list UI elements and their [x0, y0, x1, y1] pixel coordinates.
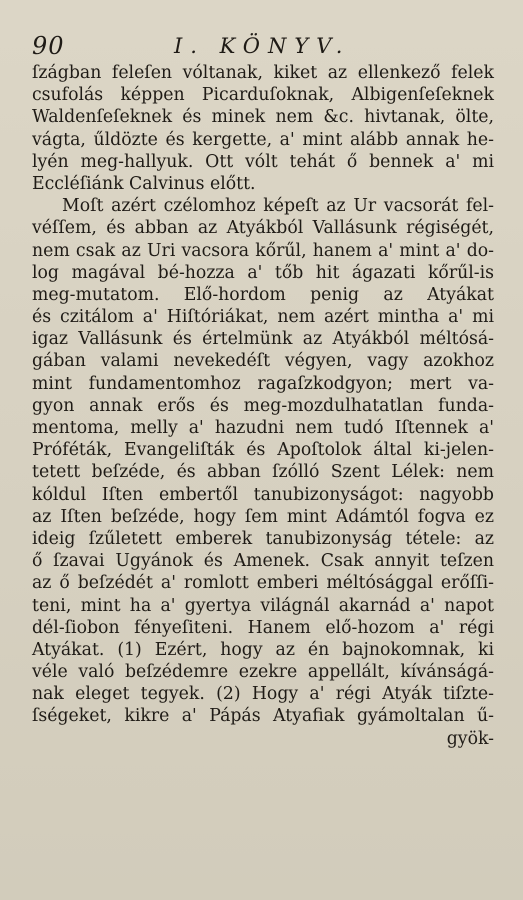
text-line: tetett beſzéde, és abban ſzólló Szent Lélek: nem	[32, 462, 494, 483]
text-line: Atyákat. (1) Ezért, hogy az én bajnokomnak, ki	[32, 639, 494, 660]
text-line: igaz Vallásunk és értelmünk az Atyákból méltósá-	[32, 329, 494, 350]
text-line: véle való beſzédemre ezekre appellált, kívánságá-	[32, 662, 494, 683]
text-line: az ő beſzédét a' romlott emberi méltósággal erőſſi-	[32, 573, 494, 594]
text-line: vágta, űldözte és kergette, a' mint alább annak he-	[32, 129, 494, 150]
text-line: ſzágban feleſen vóltanak, kiket az ellenkező felek	[32, 63, 494, 83]
text-line: nak eleget tegyek. (2) Hogy a' régi Atyák tiſzte-	[32, 684, 494, 705]
text-line: az Iſten beſzéde, hogy ſem mint Adámtól fogva ez	[32, 506, 494, 527]
page-header	[32, 30, 502, 60]
text-line: dél-ſiobon fényeſiteni. Hanem elő-hozom a' régi	[32, 617, 494, 638]
text-line: ſségeket, kikre a' Pápás Atyafiak gyámoltalan ű-	[32, 706, 494, 727]
text-line: véſſem, és abban az Atyákból Vallásunk régiségét,	[32, 218, 494, 239]
text-line: nem csak az Uri vacsora kőrűl, hanem a' mint a' do-	[32, 240, 494, 261]
catchword: gyök-	[446, 728, 494, 749]
text-line: Eccléſiánk Calvinus előtt.	[32, 173, 256, 194]
text-line: lyén meg-hallyuk. Ott vólt tehát ő bennek a' mi	[32, 151, 494, 172]
text-line: gában valami nevekedéſt végyen, vagy azokhoz	[32, 351, 494, 372]
text-line: Próféták, Evangeliſták és Apoſtolok által ki-jelen-	[32, 440, 494, 461]
text-line: ideig ſzűletett emberek tanubizonyság tétele: az	[32, 528, 494, 549]
text-line: mint fundamentomhoz ragaſzkodgyon; mert va-	[32, 373, 494, 394]
text-line: log magával bé-hozza a' tőb hit ágazati kőrűl-is	[32, 262, 494, 283]
text-line: gyon annak erős és meg-mozdulhatatlan funda-	[32, 395, 494, 416]
text-line: Waldenſeſeknek és minek nem &c. hivtanak, ölte,	[32, 107, 494, 128]
text-line: meg-mutatom. Elő-hordom penig az Atyákat	[32, 284, 494, 305]
page-number: 90	[32, 32, 65, 60]
paragraph-first-line: Moſt azért czélomhoz képeſt az Ur vacsorát fel-	[62, 196, 494, 217]
body-text	[32, 62, 494, 750]
text-line: és czitálom a' Hiſtóriákat, nem azért mintha a' mi	[32, 307, 494, 328]
text-line: kóldul Iſten embertől tanubizonyságot: nagyobb	[32, 484, 494, 505]
running-head: I. KÖNYV.	[174, 34, 351, 58]
text-line: teni, mint ha a' gyertya világnál akarnád a' napot	[32, 595, 494, 616]
text-line: ő ſzavai Ugyánok és Amenek. Csak annyit teſzen	[32, 551, 494, 572]
text-line: csufolás képpen Picarduſoknak, Albigenſeſeknek	[32, 85, 494, 106]
text-line: mentoma, melly a' hazudni nem tudó Iſtennek a'	[32, 418, 494, 438]
